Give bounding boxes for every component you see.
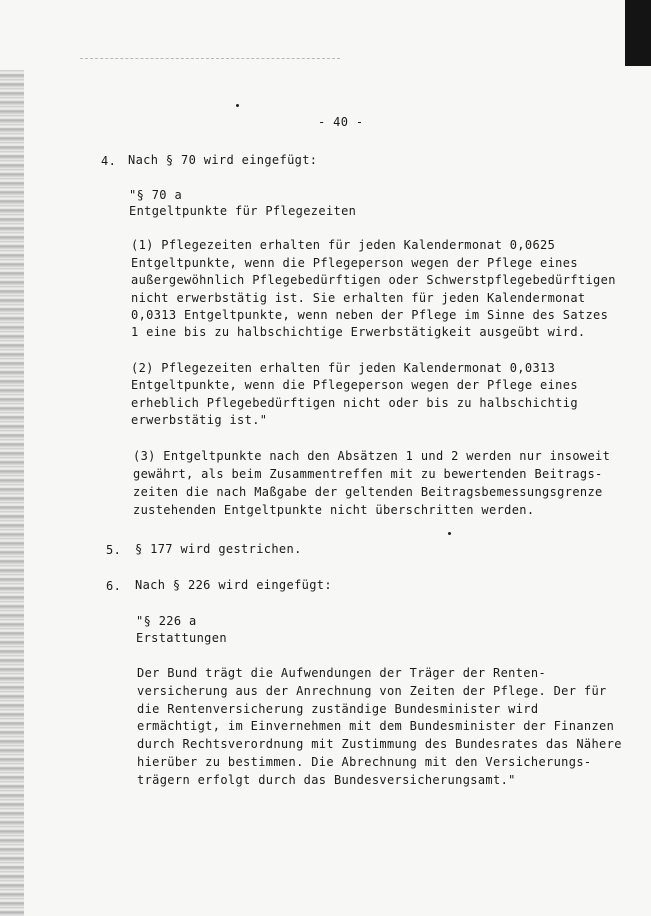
- abs2-line: erheblich Pflegebedürftigen nicht oder bis zu halbschichtig: [131, 396, 578, 410]
- abs3-line: (3) Entgeltpunkte nach den Absätzen 1 und 2 werden nur insoweit: [133, 449, 611, 463]
- abs2-line: erwerbstätig ist.": [131, 413, 268, 427]
- body-line: ermächtigt, im Einvernehmen mit dem Bundesminister der Finanzen: [137, 719, 615, 733]
- item-heading: § 177 wird gestrichen.: [135, 542, 302, 556]
- paragraph-label: "§ 70 a: [129, 188, 183, 202]
- abs1-line: (1) Pflegezeiten erhalten für jeden Kalendermonat 0,0625: [131, 238, 556, 252]
- item-heading: Nach § 70 wird eingefügt:: [128, 153, 318, 167]
- abs1-line: außergewöhnlich Pflegebedürftigen oder Schwerstpflegebedürftigen: [131, 273, 616, 287]
- body-line: trägern erfolgt durch das Bundesversicherungsamt.": [137, 773, 516, 787]
- scan-edge-left: [0, 70, 24, 916]
- body-line: versicherung aus der Anrechnung von Zeiten der Pflege. Der für: [137, 684, 607, 698]
- abs2-line: (2) Pflegezeiten erhalten für jeden Kalendermonat 0,0313: [131, 361, 556, 375]
- scan-speck: [448, 532, 451, 535]
- abs1-line: 1 eine bis zu halbschichtige Erwerbstätigkeit ausgeübt wird.: [131, 325, 586, 339]
- abs1-line: Entgeltpunkte, wenn die Pflegeperson wegen der Pflege eines: [131, 256, 578, 270]
- body-line: hierüber zu bestimmen. Die Abrechnung mit den Versicherungs-: [137, 755, 592, 769]
- abs1-line: nicht erwerbstätig ist. Sie erhalten für jeden Kalendermonat: [131, 291, 586, 305]
- paragraph-label: "§ 226 a: [136, 614, 197, 628]
- item-number: 6.: [106, 579, 122, 593]
- body-line: durch Rechtsverordnung mit Zustimmung des Bundesrates das Nähere: [137, 737, 622, 751]
- scan-speck: [236, 104, 239, 107]
- body-line: Der Bund trägt die Aufwendungen der Träger der Renten-: [137, 666, 547, 680]
- item-number: 4.: [101, 154, 117, 168]
- item-number: 5.: [106, 543, 122, 557]
- abs3-line: gewährt, als beim Zusammentreffen mit zu bewertenden Beitrags-: [133, 467, 603, 481]
- item-heading: Nach § 226 wird eingefügt:: [135, 578, 332, 592]
- abs1-line: 0,0313 Entgeltpunkte, wenn neben der Pflege im Sinne des Satzes: [131, 308, 609, 322]
- body-line: die Rentenversicherung zuständige Bundesminister wird: [137, 702, 539, 716]
- page-number: - 40 -: [318, 115, 364, 129]
- scan-top-artifact: [80, 58, 340, 59]
- abs3-line: zustehenden Entgeltpunkte nicht überschritten werden.: [133, 503, 535, 517]
- abs2-line: Entgeltpunkte, wenn die Pflegeperson wegen der Pflege eines: [131, 378, 578, 392]
- scan-edge-corner: [625, 0, 651, 66]
- paragraph-title: Erstattungen: [136, 631, 227, 645]
- abs3-line: zeiten die nach Maßgabe der geltenden Beitragsbemessungsgrenze: [133, 485, 603, 499]
- paragraph-title: Entgeltpunkte für Pflegezeiten: [129, 204, 357, 218]
